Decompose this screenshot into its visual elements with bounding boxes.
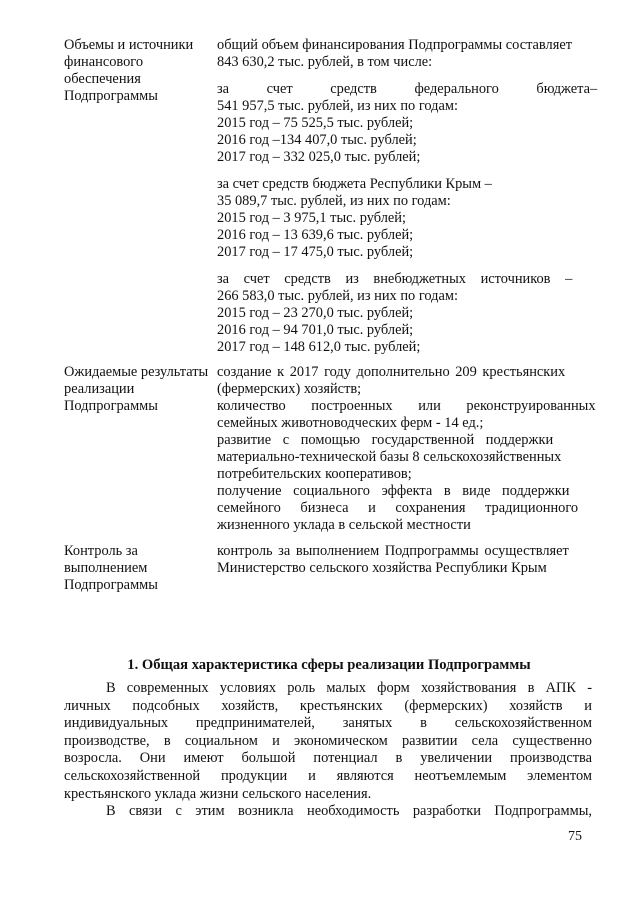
paragraph-line-5: возросла. Они имеют большой потенциал в увеличении производства [64,750,592,767]
financing-label: Объемы и источники финансового обеспечения Подпрограммы [64,37,194,104]
page-number: 75 [568,829,582,844]
extrabudget-line-4: 2016 год – 94 701,0 тыс. рублей; [217,322,414,338]
section-title: 1. Общая характеристика сферы реализации Подпрограммы [127,657,531,673]
results-line-3: количество построенных или реконструированных [217,398,596,414]
paragraph-line-2: личных подсобных хозяйств, крестьянских (фермерских) хозяйств и [64,697,592,714]
extrabudget-line-5: 2017 год – 148 612,0 тыс. рублей; [217,339,421,355]
control-label: Контроль за выполнением Подпрограммы [64,543,158,593]
paragraph-line-1: В современных условиях роль малых форм хозяйствования в АПК - [106,680,592,696]
crimea-line-3: 2015 год – 3 975,1 тыс. рублей; [217,210,406,226]
crimea-line-4: 2016 год – 13 639,6 тыс. рублей; [217,227,414,243]
control-content [217,543,594,577]
crimea-line-1: за счет средств бюджета Республики Крым – [217,176,492,192]
paragraph-line-7: крестьянского уклада жизни сельского населения. [64,785,372,802]
extrabudget-line-1: за счет средств из внебюджетных источников – [217,271,573,287]
paragraph-line-8: В связи с этим возникла необходимость разработки Подпрограммы, [106,803,592,820]
federal-line-3: 2015 год – 75 525,5 тыс. рублей; [217,115,414,131]
results-line-1: создание к 2017 году дополнительно 209 крестьянских [217,364,566,380]
results-line-5: развитие с помощью государственной поддержки [217,432,554,448]
control-line-1: контроль за выполнением Подпрограммы осуществляет [217,543,569,559]
extrabudget-line-2: 266 583,0 тыс. рублей, из них по годам: [217,288,458,304]
results-line-4: семейных животноводческих ферм - 14 ед.; [217,415,484,431]
results-label: Ожидаемые результаты реализации Подпрограммы [64,364,209,414]
federal-line-4: 2016 год –134 407,0 тыс. рублей; [217,132,417,148]
results-line-6: материально-технической базы 8 сельскохозяйственных [217,449,562,465]
federal-line-1: за счет средств федерального бюджета– [217,81,598,97]
paragraph-line-3: индивидуальных предпринимателей, занятых в сельскохозяйственном [64,715,592,732]
financing-content [217,37,598,356]
results-line-10: жизненного уклада в сельской местности [217,517,471,533]
financing-total-line-1: общий объем финансирования Подпрограммы составляет [217,37,573,53]
results-line-2: (фермерских) хозяйств; [217,381,362,397]
results-line-9: семейного бизнеса и сохранения традиционного [217,500,579,516]
section-paragraph [64,680,592,821]
crimea-line-5: 2017 год – 17 475,0 тыс. рублей; [217,244,414,260]
paragraph-line-6: сельскохозяйственной продукции и являются неотъемлемым элементом [64,767,592,784]
results-content [217,364,594,534]
results-line-7: потребительских кооперативов; [217,466,412,482]
federal-line-5: 2017 год – 332 025,0 тыс. рублей; [217,149,421,165]
crimea-line-2: 35 089,7 тыс. рублей, из них по годам: [217,193,451,209]
paragraph-line-4: производстве, в социальном и экономическом развитии села существенно [64,732,592,749]
financing-total-line-2: 843 630,2 тыс. рублей, в том числе: [217,54,433,70]
control-line-2: Министерство сельского хозяйства Республики Крым [217,560,547,576]
federal-line-2: 541 957,5 тыс. рублей, из них по годам: [217,98,458,114]
extrabudget-line-3: 2015 год – 23 270,0 тыс. рублей; [217,305,414,321]
results-line-8: получение социального эффекта в виде поддержки [217,483,570,499]
